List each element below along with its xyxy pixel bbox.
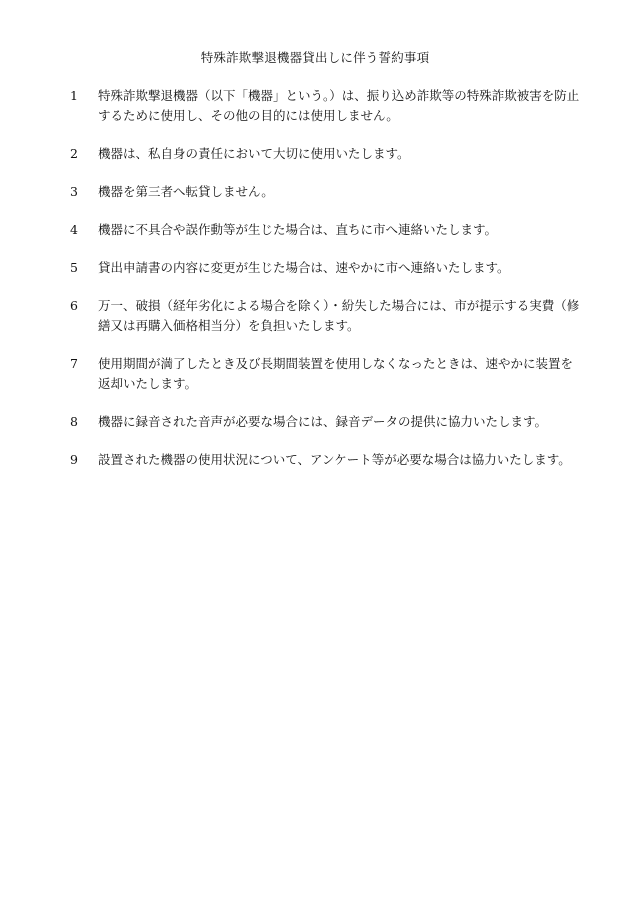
pledge-item-4: [70, 220, 580, 240]
pledge-item-text: 機器に録音された音声が必要な場合には、録音データの提供に協力いたします。: [98, 414, 548, 429]
pledge-item-number: 6: [70, 298, 78, 313]
pledge-item-number: 8: [70, 414, 78, 429]
pledge-item-8: [70, 412, 580, 432]
pledge-item-number: 2: [70, 146, 78, 161]
pledge-item-text: 設置された機器の使用状況について、アンケート等が必要な場合は協力いたします。: [98, 452, 571, 467]
pledge-item-text: 特殊詐欺撃退機器（以下「機器」という。）は、振り込め詐欺等の特殊詐欺被害を防止するために使用し、その他の目的には使用しません。: [98, 88, 580, 123]
pledge-item-text: 機器は、私自身の責任において大切に使用いたします。: [98, 146, 410, 161]
pledge-item-number: 7: [70, 356, 78, 371]
pledge-list: [70, 86, 580, 488]
pledge-item-number: 1: [70, 88, 78, 103]
pledge-item-1: [70, 86, 580, 126]
pledge-item-7: [70, 354, 580, 394]
pledge-item-text: 使用期間が満了したとき及び長期間装置を使用しなくなったときは、速やかに装置を返却いたします。: [98, 356, 574, 391]
pledge-item-number: 3: [70, 184, 78, 199]
pledge-item-number: 4: [70, 222, 78, 237]
document-title: 特殊詐欺撃退機器貸出しに伴う誓約事項: [200, 50, 430, 65]
pledge-item-text: 機器を第三者へ転貸しません。: [98, 184, 274, 199]
pledge-item-6: [70, 296, 580, 336]
pledge-item-2: [70, 144, 580, 164]
pledge-item-number: 5: [70, 260, 78, 275]
pledge-item-number: 9: [70, 452, 78, 467]
pledge-item-text: 万一、破損（経年劣化による場合を除く）・紛失した場合には、市が提示する実費（修繕又は再購入価格相当分）を負担いたします。: [98, 298, 580, 333]
pledge-item-5: [70, 258, 580, 278]
pledge-item-text: 機器に不具合や誤作動等が生じた場合は、直ちに市へ連絡いたします。: [98, 222, 498, 237]
pledge-item-text: 貸出申請書の内容に変更が生じた場合は、速やかに市へ連絡いたします。: [98, 260, 510, 275]
pledge-item-3: [70, 182, 580, 202]
pledge-item-9: [70, 450, 580, 470]
